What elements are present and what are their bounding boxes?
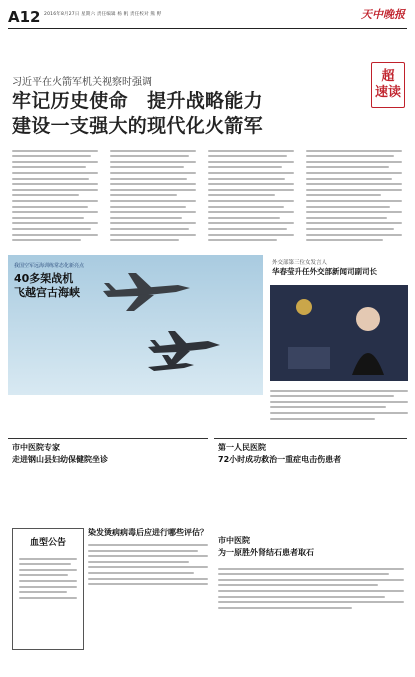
- express-char-1: 超: [381, 69, 395, 84]
- article-kicker: 习近平在火箭军机关视察时强调: [12, 77, 152, 88]
- section-title: 市中医院专家: [12, 443, 60, 452]
- photo-title-left-1: 40多架战机: [14, 272, 74, 285]
- section-rule: [214, 438, 407, 439]
- photo-subtitle-right: 外交部第三位女发言人: [272, 260, 328, 266]
- body-column: [208, 146, 294, 245]
- photo-title-left-2: 飞越宫古海峡: [14, 286, 80, 299]
- express-char-2: 速读: [374, 85, 401, 100]
- page-number: A12: [8, 8, 41, 26]
- hiv-article: [88, 528, 208, 648]
- bottom-right-text: [218, 564, 404, 654]
- photo-title-right: 华春莹升任外交部新闻司副司长: [272, 267, 377, 276]
- body-column: [306, 146, 402, 245]
- spokesperson-photo: [270, 285, 408, 381]
- spokesperson-illustration: [270, 285, 408, 381]
- header-rule: [8, 28, 407, 29]
- newspaper-brand: 天中晚报: [361, 8, 405, 21]
- section-rule: [8, 438, 208, 439]
- section-subtitle: 72小时成功救治一重症电击伤患者: [218, 455, 342, 464]
- box-title: 血型公告: [29, 538, 66, 548]
- body-column: [12, 146, 98, 245]
- section-title: 第一人民医院: [218, 443, 266, 452]
- body-column: [110, 146, 196, 245]
- headline-line-2: 建设一支强大的现代化火箭军: [12, 115, 263, 137]
- blood-type-box: [12, 528, 84, 650]
- photo-subtitle-left: 我国空军远海训练常态化新亮点: [14, 263, 85, 269]
- right-body-text: [270, 386, 408, 430]
- express-badge: [371, 62, 405, 108]
- section-subtitle: 走进钢山县妇幼保健院坐诊: [12, 455, 108, 464]
- section-title: 市中医院: [218, 536, 250, 545]
- headline-line-1: 牢记历史使命 提升战略能力: [12, 90, 263, 112]
- article-title: 染发烫病病毒后应进行哪些评估？: [88, 528, 208, 537]
- issue-meta: 2016年8月27日 星期六 责任编辑 杨 帆 责任校对 熊 野: [44, 12, 162, 17]
- section-subtitle: 为一原胜外肾结石患者取石: [218, 548, 314, 557]
